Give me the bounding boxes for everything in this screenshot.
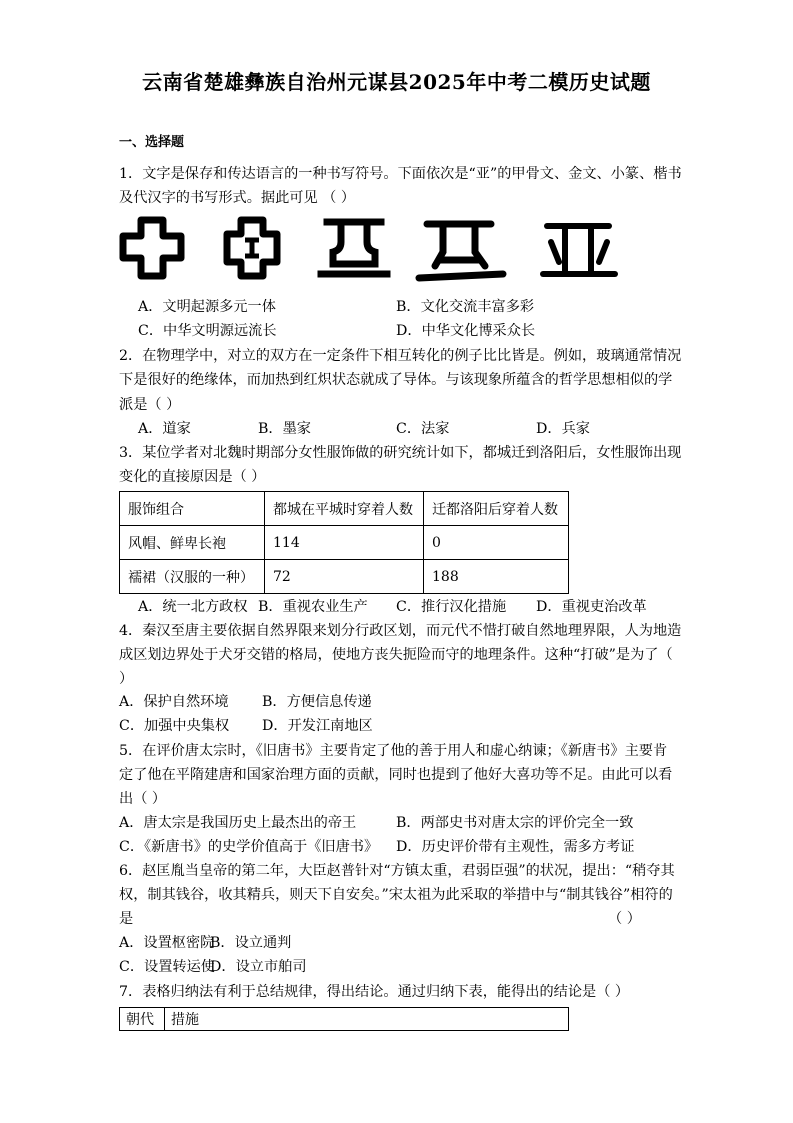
q2-option-d[interactable]: D．兵家: [536, 421, 590, 437]
q5-line-2: 定了他在平隋建唐和国家治理方面的贡献，同时也提到了他好大喜功等不足。由此可以看: [119, 767, 673, 783]
q5-option-d[interactable]: D．历史评价带有主观性，需多方考证: [396, 839, 635, 855]
q4-option-a[interactable]: A．保护自然环境: [119, 694, 229, 710]
table-header-cell: 迁都洛阳后穿着人数: [424, 492, 569, 526]
q3-clothing-table: [119, 491, 569, 594]
q3-option-d[interactable]: D．重视吏治改革: [536, 599, 647, 615]
q4-option-c[interactable]: C．加强中央集权: [119, 718, 230, 734]
q1-option-c[interactable]: C．中华文明源远流长: [138, 323, 277, 339]
q6-line-2: 权，制其钱谷，收其精兵，则天下自安矣。”宋太祖为此采取的举措中与“制其钱谷”相符的: [119, 887, 673, 903]
ya-regular-script-glyph: [419, 224, 503, 278]
q3-option-a[interactable]: A．统一北方政权: [138, 599, 248, 615]
q4-option-b[interactable]: B．方便信息传递: [262, 694, 372, 710]
q6-option-b[interactable]: B．设立通判: [210, 935, 292, 951]
q7-line-1: 7．表格归纳法有利于总结规律，得出结论。通过归纳下表，能得出的结论是（ ）: [119, 984, 630, 1000]
q3-line-1: 3．某位学者对北魏时期部分女性服饰做的研究统计如下，都城迁到洛阳后，女性服饰出现: [119, 445, 682, 461]
q3-option-c[interactable]: C．推行汉化措施: [396, 599, 507, 615]
ya-bronze-glyph: [227, 220, 277, 276]
ya-character-forms-image: [119, 212, 619, 284]
table-header-row: [120, 1008, 569, 1031]
q1-line-2: 及代汉字的书写形式。据此可见 （ ）: [119, 190, 356, 206]
table-cell: 188: [424, 560, 569, 594]
section-heading: 一、选择题: [119, 135, 185, 150]
table-header-cell: 措施: [165, 1008, 569, 1031]
q5-option-a[interactable]: A．唐太宗是我国历史上最杰出的帝王: [119, 815, 357, 831]
q6-option-c[interactable]: C．设置转运使: [119, 959, 215, 975]
q2-option-c[interactable]: C．法家: [396, 421, 450, 437]
ya-small-seal-glyph: [321, 222, 387, 274]
table-header-row: [120, 492, 569, 526]
q2-line-3: 派是（ ）: [119, 397, 181, 413]
table-header-cell: 都城在平城时穿着人数: [265, 492, 424, 526]
table-header-cell: 朝代: [120, 1008, 165, 1031]
q6-option-d[interactable]: D．设立市舶司: [210, 959, 307, 975]
table-cell: 襦裙（汉服的一种）: [120, 560, 265, 594]
q1-option-d[interactable]: D．中华文化博采众长: [396, 323, 536, 339]
q6-line-3: 是: [119, 911, 134, 927]
q2-option-b[interactable]: B．墨家: [258, 421, 311, 437]
q4-line-1: 4．秦汉至唐主要依据自然界限来划分行政区划，而元代不惜打破自然地理界限，人为地造: [119, 623, 682, 639]
table-cell: 114: [265, 526, 424, 560]
ya-modern-glyph: [543, 226, 615, 274]
q3-option-b[interactable]: B．重视农业生产: [258, 599, 368, 615]
q6-answer-paren: （ ）: [608, 911, 641, 927]
page-title: 云南省楚雄彝族自治州元谋县2025年中考二模历史试题: [142, 70, 651, 94]
q2-option-a[interactable]: A．道家: [138, 421, 191, 437]
table-cell: 风帽、鲜卑长袍: [120, 526, 265, 560]
q5-option-c[interactable]: C．《新唐书》的史学价值高于《旧唐书》: [119, 839, 379, 855]
ya-oracle-bone-glyph: [123, 220, 181, 276]
table-row: [120, 526, 569, 560]
q3-line-2: 变化的直接原因是（ ）: [119, 469, 266, 485]
q2-line-1: 2．在物理学中，对立的双方在一定条件下相互转化的例子比比皆是。例如，玻璃通常情况: [119, 348, 682, 364]
table-cell: 72: [265, 560, 424, 594]
q1-option-b[interactable]: B．文化交流丰富多彩: [396, 299, 535, 315]
q4-option-d[interactable]: D．开发江南地区: [262, 718, 373, 734]
q4-line-2: 成区划边界处于犬牙交错的格局，使地方丧失扼险而守的地理条件。这种“打破”是为了（: [119, 647, 673, 663]
q5-option-b[interactable]: B．两部史书对唐太宗的评价完全一致: [396, 815, 634, 831]
q1-line-1: 1．文字是保存和传达语言的一种书写符号。下面依次是“亚”的甲骨文、金文、小篆、楷书: [119, 166, 682, 182]
table-row: [120, 560, 569, 594]
q6-option-a[interactable]: A．设置枢密院: [119, 935, 215, 951]
table-cell: 0: [424, 526, 569, 560]
table-header-cell: 服饰组合: [120, 492, 265, 526]
q5-line-3: 出（ ）: [119, 791, 167, 807]
q2-line-2: 下是很好的绝缘体，而加热到红炽状态就成了导体。与该现象所蕴含的哲学思想相似的学: [119, 372, 673, 388]
q6-line-1: 6．赵匡胤当皇帝的第二年，大臣赵普针对“方镇太重，君弱臣强”的状况，提出：“稍夺其: [119, 863, 675, 879]
q5-line-1: 5．在评价唐太宗时，《旧唐书》主要肯定了他的善于用人和虚心纳谏；《新唐书》主要肯: [119, 743, 668, 759]
q4-line-3: ）: [119, 671, 134, 687]
q7-table: [119, 1007, 569, 1031]
q1-option-a[interactable]: A．文明起源多元一体: [138, 299, 276, 315]
